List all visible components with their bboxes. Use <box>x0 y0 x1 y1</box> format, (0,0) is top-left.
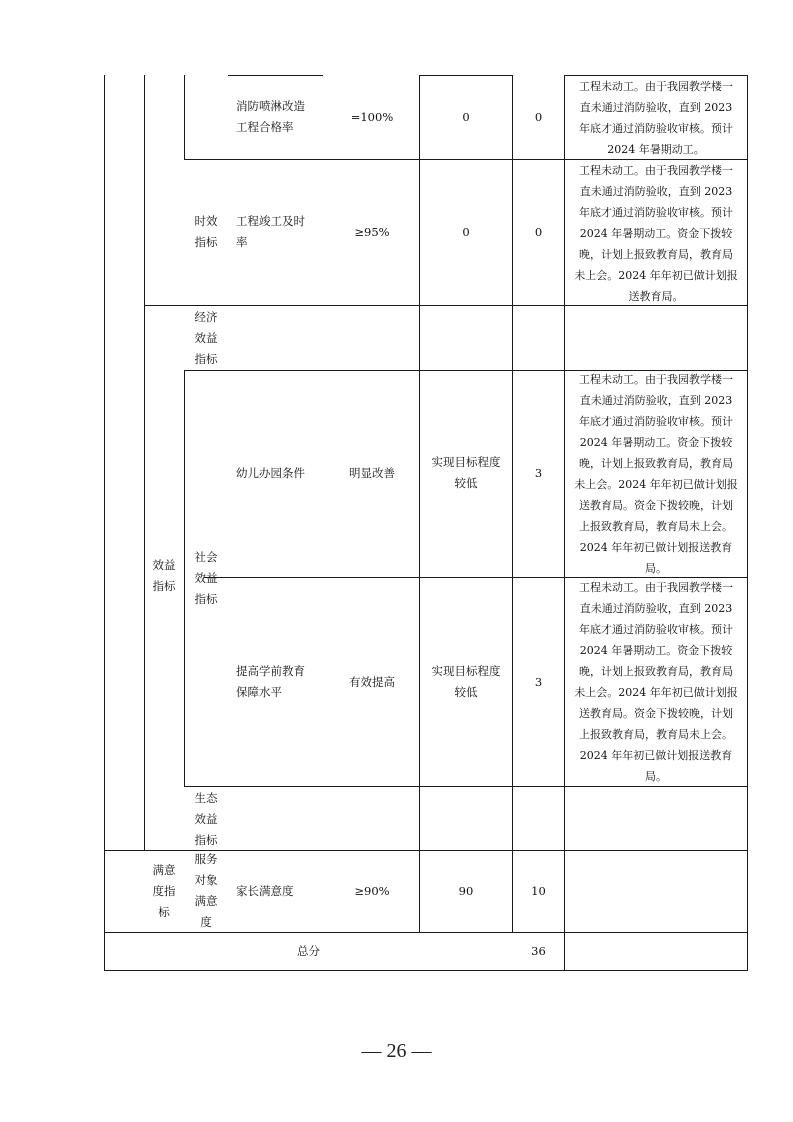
row4-score: 3 <box>534 466 543 480</box>
row5-indicator: 提高学前教育 保障水平 <box>236 664 305 699</box>
total-score: 36 <box>531 944 546 958</box>
row2-score: 0 <box>534 225 543 239</box>
page-number: — 26 — <box>361 1040 432 1062</box>
row6-sub-indicator: 生态 效益 指标 <box>194 790 218 847</box>
row3-sub-indicator: 经济 效益 指标 <box>194 309 218 366</box>
social-sub-indicator: 社会 效益 指标 <box>194 549 218 606</box>
row2-actual: 0 <box>462 225 470 239</box>
row1-actual: 0 <box>462 110 470 124</box>
row7-actual: 90 <box>458 884 474 898</box>
line-top-indicator <box>228 75 323 76</box>
row7-sub-indicator: 服务 对象 满意 度 <box>194 852 218 929</box>
row1-target: =100% <box>350 110 394 124</box>
total-label: 总分 <box>297 944 320 958</box>
satisfaction-category: 满意 度指 标 <box>152 862 176 919</box>
line-sub-right-top <box>184 75 185 159</box>
line-bottom <box>104 970 748 971</box>
row5-score: 3 <box>534 675 543 689</box>
row1-score: 0 <box>534 110 543 124</box>
row7-note <box>565 851 747 932</box>
row5-target: 有效提高 <box>349 675 395 689</box>
row1-note: 工程未动工。由于我园教学楼一 直未通过消防验收，直到 2023 年底才通过消防验收审核。预计 2024 年暑期动工。 <box>579 80 733 156</box>
row7-indicator: 家长满意度 <box>236 884 294 898</box>
row7-score: 10 <box>531 884 546 898</box>
row1-indicator: 消防喷淋改造 工程合格率 <box>236 99 305 134</box>
row4-actual: 实现目标程度 较低 <box>431 455 501 490</box>
row4-target: 明显改善 <box>349 466 395 480</box>
line-outer-left <box>104 75 105 971</box>
row4-note: 工程未动工。由于我园教学楼一 直未通过消防验收，直到 2023 年底才通过消防验收审核。预计 2024 年暑期动工。资金下拨较 晚，计划上报致教育局，教育局 未上会。2024 年年初已做计划报 送教育局。资金下拨较晚，计划 上报致教育局，教育局未上会。 2024 年年初已做计划报送教育 局。 <box>574 373 738 575</box>
row4-indicator: 幼儿办园条件 <box>236 466 305 480</box>
row5-actual: 实现目标程度 较低 <box>431 664 501 699</box>
row5-note: 工程未动工。由于我园教学楼一 直未通过消防验收，直到 2023 年底才通过消防验收审核。预计 2024 年暑期动工。资金下拨较 晚，计划上报致教育局，教育局 未上会。2024 年年初已做计划报 送教育局。资金下拨较晚，计划 上报致教育局，教育局未上会。 2024 年年初已做计划报送教育 局。 <box>574 581 738 783</box>
line-cat-right <box>144 75 145 851</box>
row2-indicator: 工程竣工及时 率 <box>236 214 305 249</box>
line-outer-right <box>747 75 748 971</box>
row2-sub-indicator: 时效 指标 <box>194 214 218 249</box>
line-actual-left <box>419 75 420 933</box>
benefit-category: 效益 指标 <box>152 558 176 593</box>
row2-target: ≥95% <box>354 225 390 239</box>
line-score-left <box>512 75 513 933</box>
row2-note: 工程未动工。由于我园教学楼一 直未通过消防验收，直到 2023 年底才通过消防验收审核。预计 2024 年暑期动工。资金下拨较 晚，计划上报致教育局，教育局 未上会。2024 年年初已做计划报 送教育局。 <box>574 163 738 303</box>
row7-target: ≥90% <box>354 884 390 898</box>
line-top-actual <box>419 75 513 76</box>
